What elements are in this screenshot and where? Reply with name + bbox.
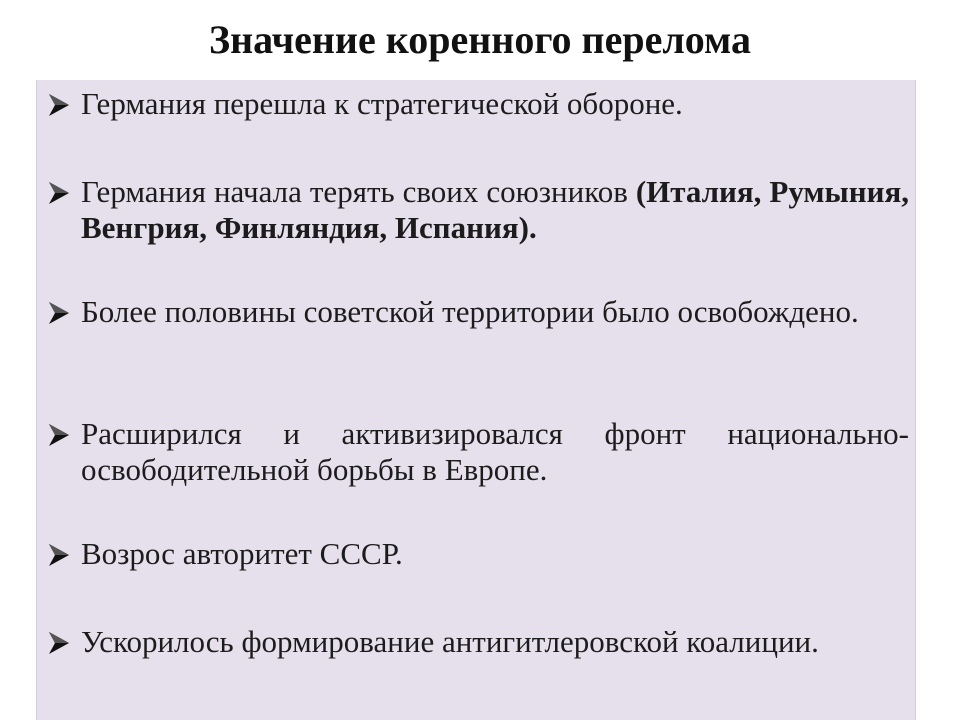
bullet-text-bold: (Италия, Румыния, Венгрия, Финляндия, Испания). bbox=[81, 174, 909, 245]
content-box bbox=[36, 80, 916, 720]
slide-title: Значение коренного перелома bbox=[209, 17, 751, 62]
bullet-text: Более половины советской территории было освобождено. bbox=[81, 294, 859, 329]
arrowhead-bullet-icon bbox=[47, 92, 71, 118]
bullet-text: Ускорилось формирование антигитлеровской коалиции. bbox=[81, 624, 819, 659]
arrowhead-bullet-icon bbox=[47, 542, 71, 568]
bullet-text: Германия перешла к стратегической обороне. bbox=[81, 86, 683, 121]
arrowhead-bullet-icon bbox=[47, 300, 71, 326]
bullet-text: Возрос авторитет СССР. bbox=[81, 536, 403, 571]
bullet-text bbox=[81, 174, 909, 246]
arrowhead-bullet-icon bbox=[47, 422, 71, 448]
arrowhead-bullet-icon bbox=[47, 180, 71, 206]
bullet-text-regular: Германия начала терять своих союзников bbox=[81, 174, 636, 209]
arrowhead-bullet-icon bbox=[47, 630, 71, 656]
bullet-text: Расширился и активизировался фронт национально-освободительной борьбы в Европе. bbox=[81, 416, 909, 487]
